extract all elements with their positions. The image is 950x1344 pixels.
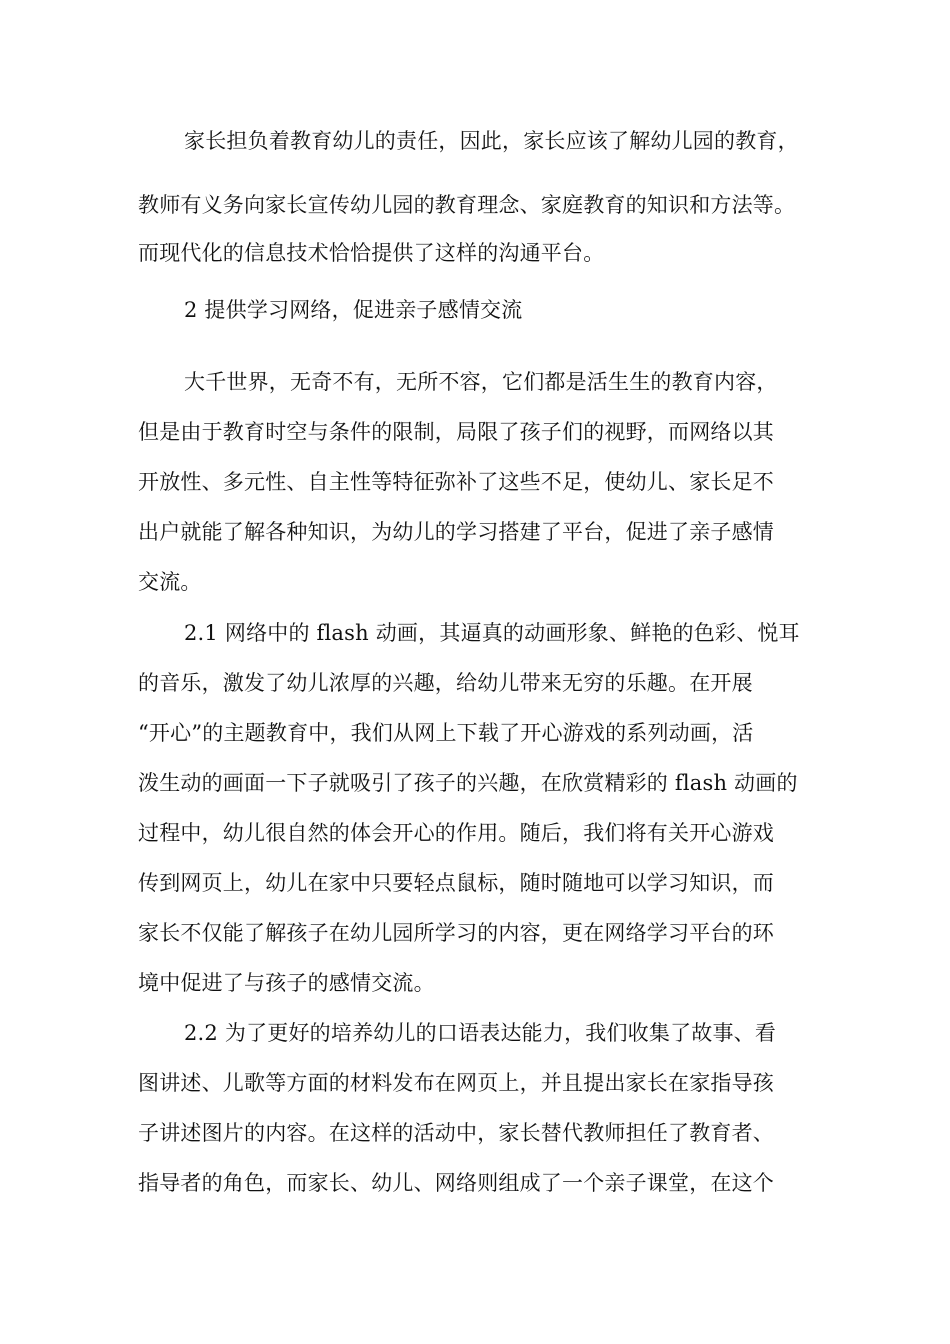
- text-line: 但是由于教育时空与条件的限制，局限了孩子们的视野，而网络以其: [138, 420, 774, 444]
- text-line: 教师有义务向家长宣传幼儿园的教育理念、家庭教育的知识和方法等。: [138, 193, 796, 217]
- text-line: 大千世界，无奇不有，无所不容，它们都是活生生的教育内容，: [184, 370, 778, 394]
- text-line: 而现代化的信息技术恰恰提供了这样的沟通平台。: [138, 241, 605, 265]
- section-heading: 2 提供学习网络，促进亲子感情交流: [184, 298, 523, 322]
- text-line: 2.1 网络中的 flash 动画，其逼真的动画形象、鲜艳的色彩、悦耳: [184, 621, 800, 645]
- text-line: 泼生动的画面一下子就吸引了孩子的兴趣，在欣赏精彩的 flash 动画的: [138, 771, 798, 795]
- text-line: 2.2 为了更好的培养幼儿的口语表达能力，我们收集了故事、看: [184, 1021, 777, 1045]
- text-line: 指导者的角色，而家长、幼儿、网络则组成了一个亲子课堂，在这个: [138, 1171, 774, 1195]
- text-line: 图讲述、儿歌等方面的材料发布在网页上，并且提出家长在家指导孩: [138, 1071, 774, 1095]
- text-line: 交流。: [138, 570, 202, 594]
- text-line: 的音乐，激发了幼儿浓厚的兴趣，给幼儿带来无穷的乐趣。在开展: [138, 671, 753, 695]
- text-line: 家长不仅能了解孩子在幼儿园所学习的内容，更在网络学习平台的环: [138, 921, 774, 945]
- text-line: 出户就能了解各种知识，为幼儿的学习搭建了平台，促进了亲子感情: [138, 520, 774, 544]
- text-line: 子讲述图片的内容。在这样的活动中，家长替代教师担任了教育者、: [138, 1121, 774, 1145]
- text-line: 过程中，幼儿很自然的体会开心的作用。随后，我们将有关开心游戏: [138, 821, 774, 845]
- text-line: 境中促进了与孩子的感情交流。: [138, 971, 435, 995]
- text-line: 开放性、多元性、自主性等特征弥补了这些不足，使幼儿、家长足不: [138, 470, 774, 494]
- text-line: “开心”的主题教育中，我们从网上下载了开心游戏的系列动画，活: [138, 721, 754, 745]
- text-line: 家长担负着教育幼儿的责任，因此，家长应该了解幼儿园的教育，: [184, 129, 799, 153]
- text-line: 传到网页上，幼儿在家中只要轻点鼠标，随时随地可以学习知识，而: [138, 871, 774, 895]
